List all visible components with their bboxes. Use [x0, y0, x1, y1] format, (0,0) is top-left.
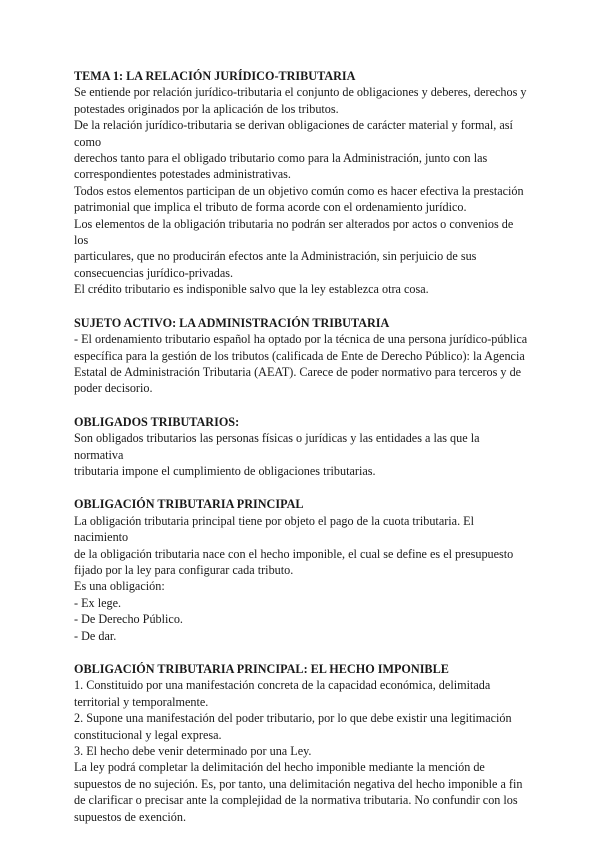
section-heading: OBLIGACIÓN TRIBUTARIA PRINCIPAL: [74, 497, 304, 512]
paragraph: [74, 513, 528, 644]
text-line: Es una obligación:: [74, 579, 165, 594]
text-line: poder decisorio.: [74, 381, 153, 396]
section-heading: OBLIGACIÓN TRIBUTARIA PRINCIPAL: EL HECHO IMPONIBLE: [74, 662, 449, 676]
text-line: correspondientes potestades administrativas.: [74, 167, 291, 182]
section-obligacion-principal: [74, 496, 528, 644]
section-heading: TEMA 1: LA RELACIÓN JURÍDICO-TRIBUTARIA: [74, 69, 356, 83]
list-item: - De Derecho Público.: [74, 612, 183, 627]
list-item: 2. Supone una manifestación del poder tributario, por lo que debe existir una legitimación: [74, 711, 512, 726]
section-hecho-imponible: [74, 661, 528, 825]
text-line: De la relación jurídico-tributaria se derivan obligaciones de carácter material y formal, así: [74, 118, 513, 133]
section-heading: OBLIGADOS TRIBUTARIOS:: [74, 414, 240, 429]
paragraph: [74, 331, 528, 397]
text-line: como: [74, 134, 102, 149]
paragraph: [74, 677, 528, 825]
text-line: constitucional y legal expresa.: [74, 727, 222, 742]
text-line: de la obligación tributaria nace con el hecho imponible, el cual se define es el presupuesto: [74, 546, 514, 561]
text-line: Los elementos de la obligación tributaria no podrán ser alterados por actos o convenios de los: [74, 216, 514, 248]
document-page: [74, 68, 528, 825]
text-line: derechos tanto para el obligado tributario como para la Administración, junto con las: [74, 151, 488, 166]
list-item: 1. Constituido por una manifestación concreta de la capacidad económica, delimitada: [74, 678, 491, 693]
text-line: La ley podrá completar la delimitación del hecho imponible mediante la mención de: [74, 760, 485, 775]
text-line: consecuencias jurídico-privadas.: [74, 265, 234, 280]
section-relacion-juridico-tributaria: [74, 68, 528, 298]
text-line: territorial y temporalmente.: [74, 694, 209, 709]
section-spacer: [74, 397, 528, 414]
text-line: patrimonial que implica el tributo de forma acorde con el ordenamiento jurídico.: [74, 200, 467, 215]
text-line: El crédito tributario es indisponible salvo que la ley establezca otra cosa.: [74, 282, 429, 297]
text-line: supuestos de no sujeción. Es, por tanto, una delimitación negativa del hecho imponible a fin: [74, 776, 523, 791]
text-line: - El ordenamiento tributario español ha optado por la técnica de una persona jurídico-pública: [74, 332, 528, 347]
list-item: 3. El hecho debe venir determinado por una Ley.: [74, 744, 312, 759]
section-spacer: [74, 298, 528, 315]
list-item: - Ex lege.: [74, 595, 122, 610]
text-line: específica para la gestión de los tributos (calificada de Ente de Derecho Público): la Agencia: [74, 348, 525, 363]
section-spacer: [74, 479, 528, 496]
text-line: fijado por la ley para configurar cada tributo.: [74, 562, 294, 577]
text-line: Son obligados tributarios las personas físicas o jurídicas y las entidades a las que la normativa: [74, 431, 480, 462]
text-line: supuestos de exención.: [74, 809, 187, 824]
list-item: - De dar.: [74, 628, 117, 643]
text-line: Se entiende por relación jurídico-tributaria el conjunto de obligaciones y deberes, derechos y: [74, 85, 527, 100]
section-spacer: [74, 644, 528, 661]
section-sujeto-activo: [74, 315, 528, 397]
text-line: de clarificar o precisar ante la complejidad de la normativa tributaria. No confundir con los: [74, 793, 518, 808]
section-heading: SUJETO ACTIVO: LA ADMINISTRACIÓN TRIBUTARIA: [74, 315, 390, 330]
text-line: La obligación tributaria principal tiene por objeto el pago de la cuota tributaria. El nacimiento: [74, 513, 475, 545]
text-line: Estatal de Administración Tributaria (AEAT). Carece de poder normativo para terceros y de: [74, 364, 522, 379]
text-line: tributaria impone el cumplimiento de obligaciones tributarias.: [74, 463, 376, 478]
text-line: potestades originados por la aplicación de los tributos.: [74, 101, 339, 116]
text-line: particulares, que no producirán efectos ante la Administración, sin perjuicio de sus: [74, 249, 477, 264]
paragraph: [74, 84, 528, 297]
text-line: Todos estos elementos participan de un objetivo común como es hacer efectiva la prestación: [74, 183, 524, 198]
section-obligados-tributarios: [74, 414, 528, 480]
paragraph: [74, 430, 528, 479]
